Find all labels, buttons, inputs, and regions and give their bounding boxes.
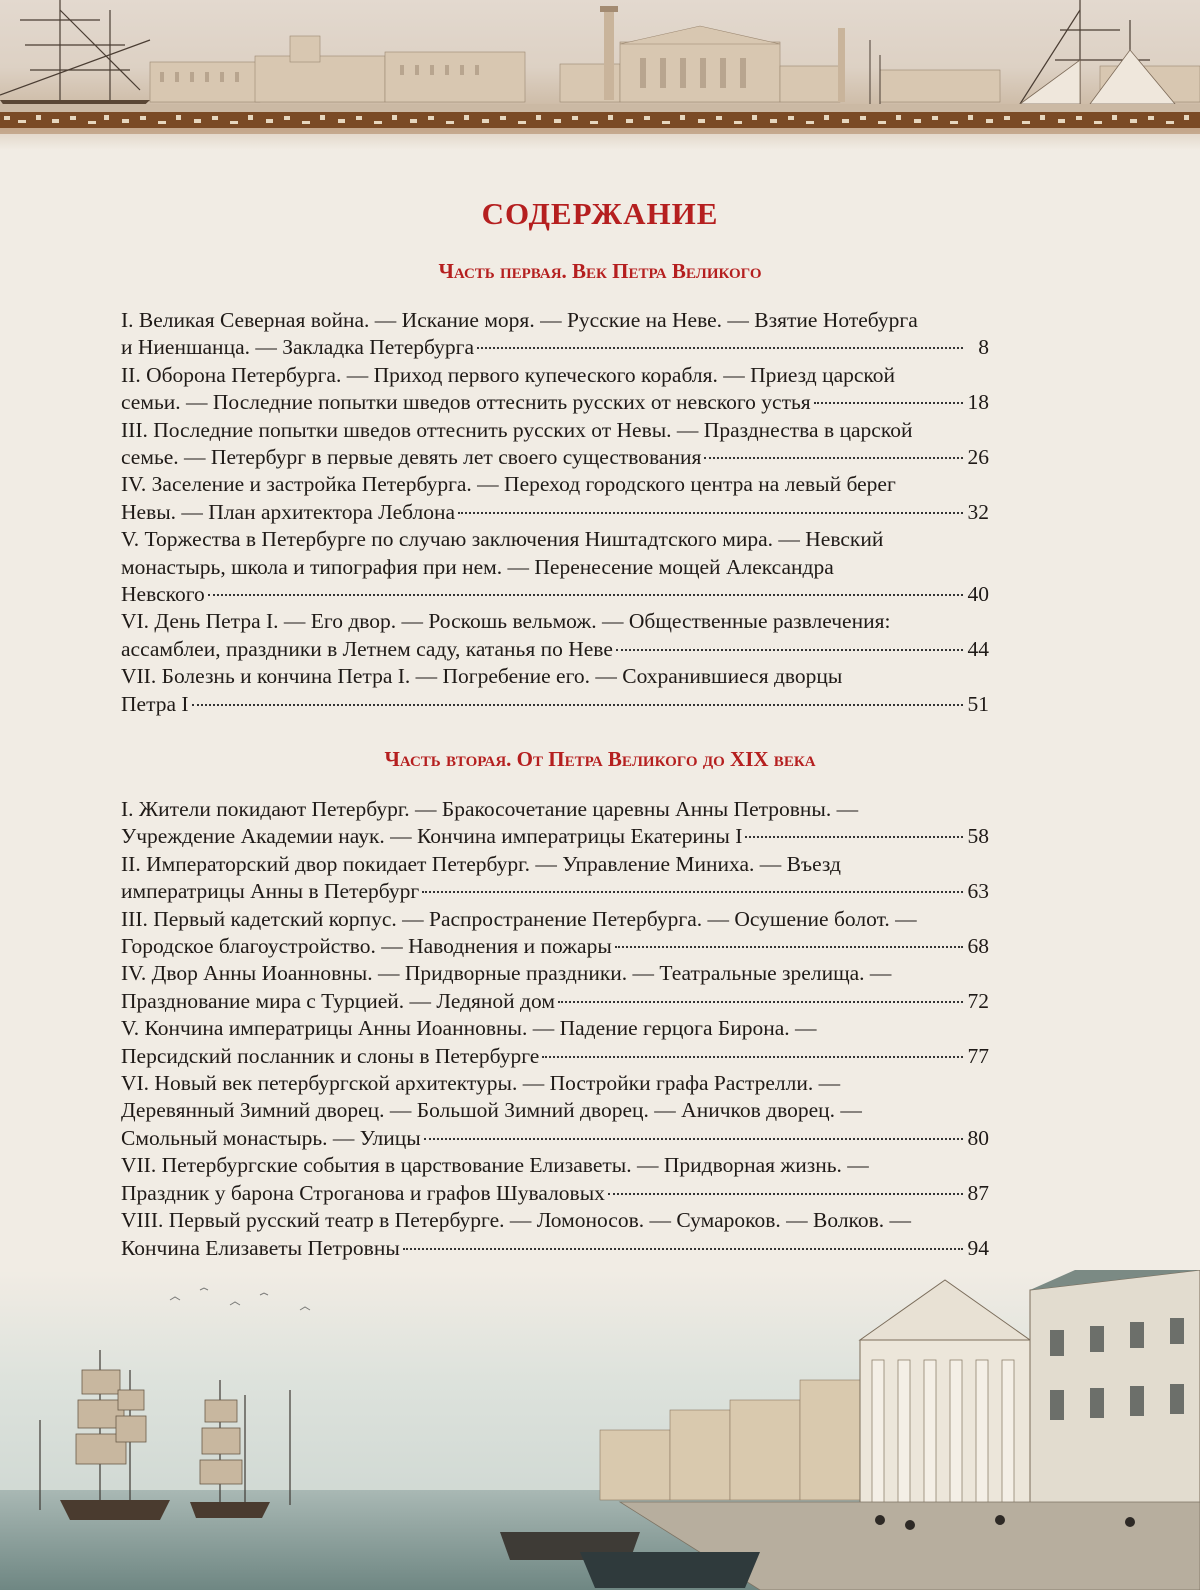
top-panorama-illustration <box>0 0 1200 150</box>
dot-leader <box>542 1056 963 1058</box>
toc-entry-last-line <box>121 933 989 960</box>
page-number: 40 <box>967 582 989 607</box>
toc-entry-last-line <box>121 1043 989 1070</box>
toc-entry-last-line <box>121 581 989 608</box>
toc-entry-line: Празднование мира с Турцией. — Ледяной дом <box>121 988 555 1013</box>
toc-entry-line: II. Оборона Петербурга. — Приход первого купеческого корабля. — Приезд царской <box>121 362 896 387</box>
toc-entry-line: Смольный монастырь. — Улицы <box>121 1125 421 1150</box>
page-number: 72 <box>967 988 989 1013</box>
dot-leader <box>745 836 963 838</box>
page-number: 51 <box>967 691 989 716</box>
toc-entry-line: Городское благоустройство. — Наводнения и пожары <box>121 934 612 959</box>
part-heading-1: Часть первая. Век Петра Великого <box>438 259 762 283</box>
page-number: 18 <box>967 390 989 415</box>
toc-entry[interactable] <box>121 851 989 906</box>
page-number: 63 <box>967 879 989 904</box>
page-number: 87 <box>967 1180 989 1205</box>
dot-leader <box>616 649 963 651</box>
toc-entry-line: Петра I <box>121 691 189 716</box>
toc-entry[interactable] <box>121 1207 989 1262</box>
toc-entry[interactable] <box>121 526 989 608</box>
dot-leader <box>477 347 963 349</box>
page-number: 58 <box>967 824 989 849</box>
dot-leader <box>192 704 963 706</box>
page-number: 26 <box>967 445 989 470</box>
toc-entry-last-line <box>121 389 989 416</box>
toc-entry-line: Персидский посланник и слоны в Петербурге <box>121 1043 540 1068</box>
dot-leader <box>704 457 963 459</box>
toc-entry-line: семьи. — Последние попытки шведов оттеснить русских от невского устья <box>121 390 811 415</box>
dot-leader <box>615 946 963 948</box>
toc-entry-line: семье. — Петербург в первые девять лет своего существования <box>121 445 702 470</box>
toc-entry-line: III. Первый кадетский корпус. — Распространение Петербурга. — Осушение болот. — <box>121 906 917 931</box>
page-number: 80 <box>967 1125 989 1150</box>
page-number: 77 <box>967 1043 989 1068</box>
toc-entry[interactable] <box>121 663 989 718</box>
toc-entry-line: VI. Новый век петербургской архитектуры. — Постройки графа Растрелли. — <box>121 1071 841 1096</box>
toc-entry-line: и Ниеншанца. — Закладка Петербурга <box>121 335 474 360</box>
toc-entry[interactable] <box>121 960 989 1015</box>
dot-leader <box>608 1193 963 1195</box>
toc-entry-last-line <box>121 1180 989 1207</box>
toc-entry-line: II. Императорский двор покидает Петербург. — Управление Миниха. — Въезд <box>121 851 841 876</box>
toc-entry[interactable] <box>121 796 989 851</box>
toc-entry-line: VIII. Первый русский театр в Петербурге. — Ломоносов. — Сумароков. — Волков. — <box>121 1208 912 1233</box>
toc-entry-last-line <box>121 691 989 718</box>
toc-entry[interactable] <box>121 1152 989 1207</box>
toc-entry-last-line <box>121 1125 989 1152</box>
toc-entry-last-line <box>121 636 989 663</box>
page-number: 44 <box>967 636 989 661</box>
part-heading-2: Часть вторая. От Петра Великого до XIX века <box>384 747 816 771</box>
page-number: 32 <box>967 499 989 524</box>
toc-entry-line: Деревянный Зимний дворец. — Большой Зимний дворец. — Аничков дворец. — <box>121 1098 862 1123</box>
toc-entry-line: VI. День Петра I. — Его двор. — Роскошь вельмож. — Общественные развлечения: <box>121 609 891 634</box>
toc-part-2 <box>121 796 989 1262</box>
toc-entry-line: VII. Болезнь и кончина Петра I. — Погребение его. — Сохранившиеся дворцы <box>121 664 843 689</box>
toc-entry-line: императрицы Анны в Петербург <box>121 879 420 904</box>
toc-entry-line: IV. Двор Анны Иоанновны. — Придворные праздники. — Театральные зрелища. — <box>121 961 892 986</box>
page-number: 8 <box>978 335 989 360</box>
page-number: 68 <box>967 934 989 959</box>
dot-leader <box>814 402 963 404</box>
toc-entry-line: Невы. — План архитектора Леблона <box>121 499 456 524</box>
toc-entry-line: V. Кончина императрицы Анны Иоанновны. — Падение герцога Бирона. — <box>121 1016 817 1041</box>
toc-entry[interactable] <box>121 1015 989 1070</box>
dot-leader <box>403 1248 963 1250</box>
dot-leader <box>558 1001 963 1003</box>
page-title: СОДЕРЖАНИЕ <box>481 196 719 231</box>
bottom-embankment-illustration <box>0 1270 1200 1590</box>
toc-entry-line: Учреждение Академии наук. — Кончина императрицы Екатерины I <box>121 824 743 849</box>
toc-entry-line: I. Великая Северная война. — Искание моря. — Русские на Неве. — Взятие Нотебурга <box>121 308 918 332</box>
toc-entry[interactable] <box>121 906 989 961</box>
dot-leader <box>422 891 963 893</box>
toc-entry-last-line <box>121 988 989 1015</box>
toc-entry-last-line <box>121 444 989 471</box>
toc-entry-line: Праздник у барона Строганова и графов Шуваловых <box>121 1180 605 1205</box>
toc-entry[interactable] <box>121 307 989 362</box>
toc-entry-line: Невского <box>121 582 205 607</box>
toc-entry[interactable] <box>121 608 989 663</box>
toc-entry-line: IV. Заселение и застройка Петербурга. — Переход городского центра на левый берег <box>121 472 896 497</box>
toc-entry-last-line <box>121 334 989 361</box>
dot-leader <box>458 512 963 514</box>
dot-leader <box>208 594 963 596</box>
toc-part-1 <box>121 307 989 718</box>
toc-entry-line: монастырь, школа и типография при нем. — Перенесение мощей Александра <box>121 554 834 579</box>
toc-entry-last-line <box>121 878 989 905</box>
toc-entry[interactable] <box>121 362 989 417</box>
toc-entry[interactable] <box>121 471 989 526</box>
toc-entry[interactable] <box>121 417 989 472</box>
toc-entry-line: V. Торжества в Петербурге по случаю заключения Ништадтского мира. — Невский <box>121 527 884 552</box>
toc-entry-last-line <box>121 499 989 526</box>
toc-entry-line: III. Последние попытки шведов оттеснить русских от Невы. — Празднества в царской <box>121 417 913 442</box>
toc-entry-last-line <box>121 1235 989 1262</box>
toc-entry-last-line <box>121 823 989 850</box>
dot-leader <box>424 1138 963 1140</box>
toc-entry[interactable] <box>121 1070 989 1152</box>
page-number: 94 <box>967 1235 989 1260</box>
toc-entry-line: VII. Петербургские события в царствование Елизаветы. — Придворная жизнь. — <box>121 1153 869 1178</box>
toc-entry-line: ассамблеи, праздники в Летнем саду, катанья по Неве <box>121 636 613 661</box>
toc-entry-line: Кончина Елизаветы Петровны <box>121 1235 400 1260</box>
toc-entry-line: I. Жители покидают Петербург. — Бракосочетание царевны Анны Петровны. — <box>121 797 859 821</box>
